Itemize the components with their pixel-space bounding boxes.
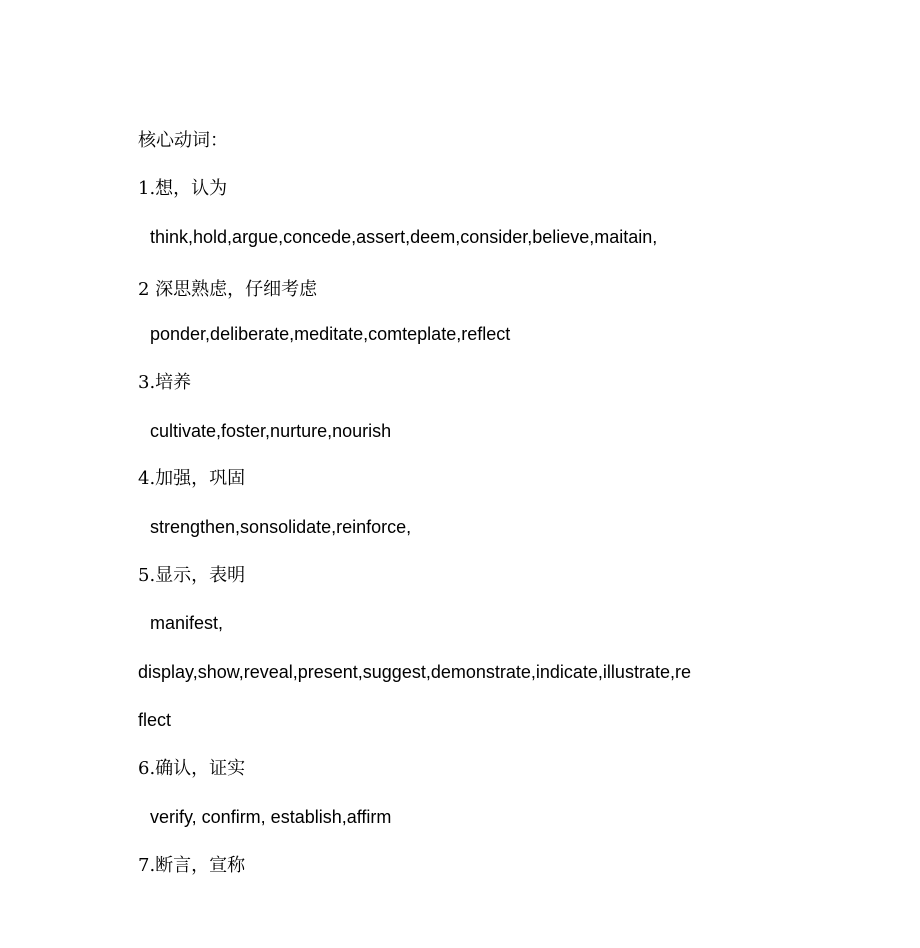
section-title-ponder: 2 深思熟虑，仔细考虑 bbox=[138, 279, 318, 300]
word-list-think: think,hold,argue,concede,assert,deem,consider,believe,maitain, bbox=[150, 227, 658, 247]
section-title-verify: 6.确认，证实 bbox=[138, 758, 246, 779]
section-title-manifest: 5.显示，表明 bbox=[138, 565, 246, 586]
section-title-assert: 7.断言，宣称 bbox=[138, 855, 246, 876]
word-list-ponder: ponder,deliberate,meditate,comteplate,reflect bbox=[150, 324, 511, 344]
word-list-cultivate: cultivate,foster,nurture,nourish bbox=[150, 421, 392, 441]
word-list-manifest-line2: display,show,reveal,present,suggest,demonstrate,indicate,illustrate,re bbox=[138, 662, 691, 682]
section-title-think: 1.想，认为 bbox=[138, 178, 228, 199]
word-list-manifest-line3: flect bbox=[138, 710, 172, 730]
section-title-cultivate: 3.培养 bbox=[138, 372, 192, 393]
word-list-verify: verify, confirm, establish,affirm bbox=[150, 807, 392, 827]
word-list-manifest-line1: manifest, bbox=[150, 613, 224, 633]
section-title-strengthen: 4.加强，巩固 bbox=[138, 468, 246, 489]
document-heading: 核心动词： bbox=[138, 130, 228, 151]
word-list-strengthen: strengthen,sonsolidate,reinforce, bbox=[150, 517, 412, 537]
